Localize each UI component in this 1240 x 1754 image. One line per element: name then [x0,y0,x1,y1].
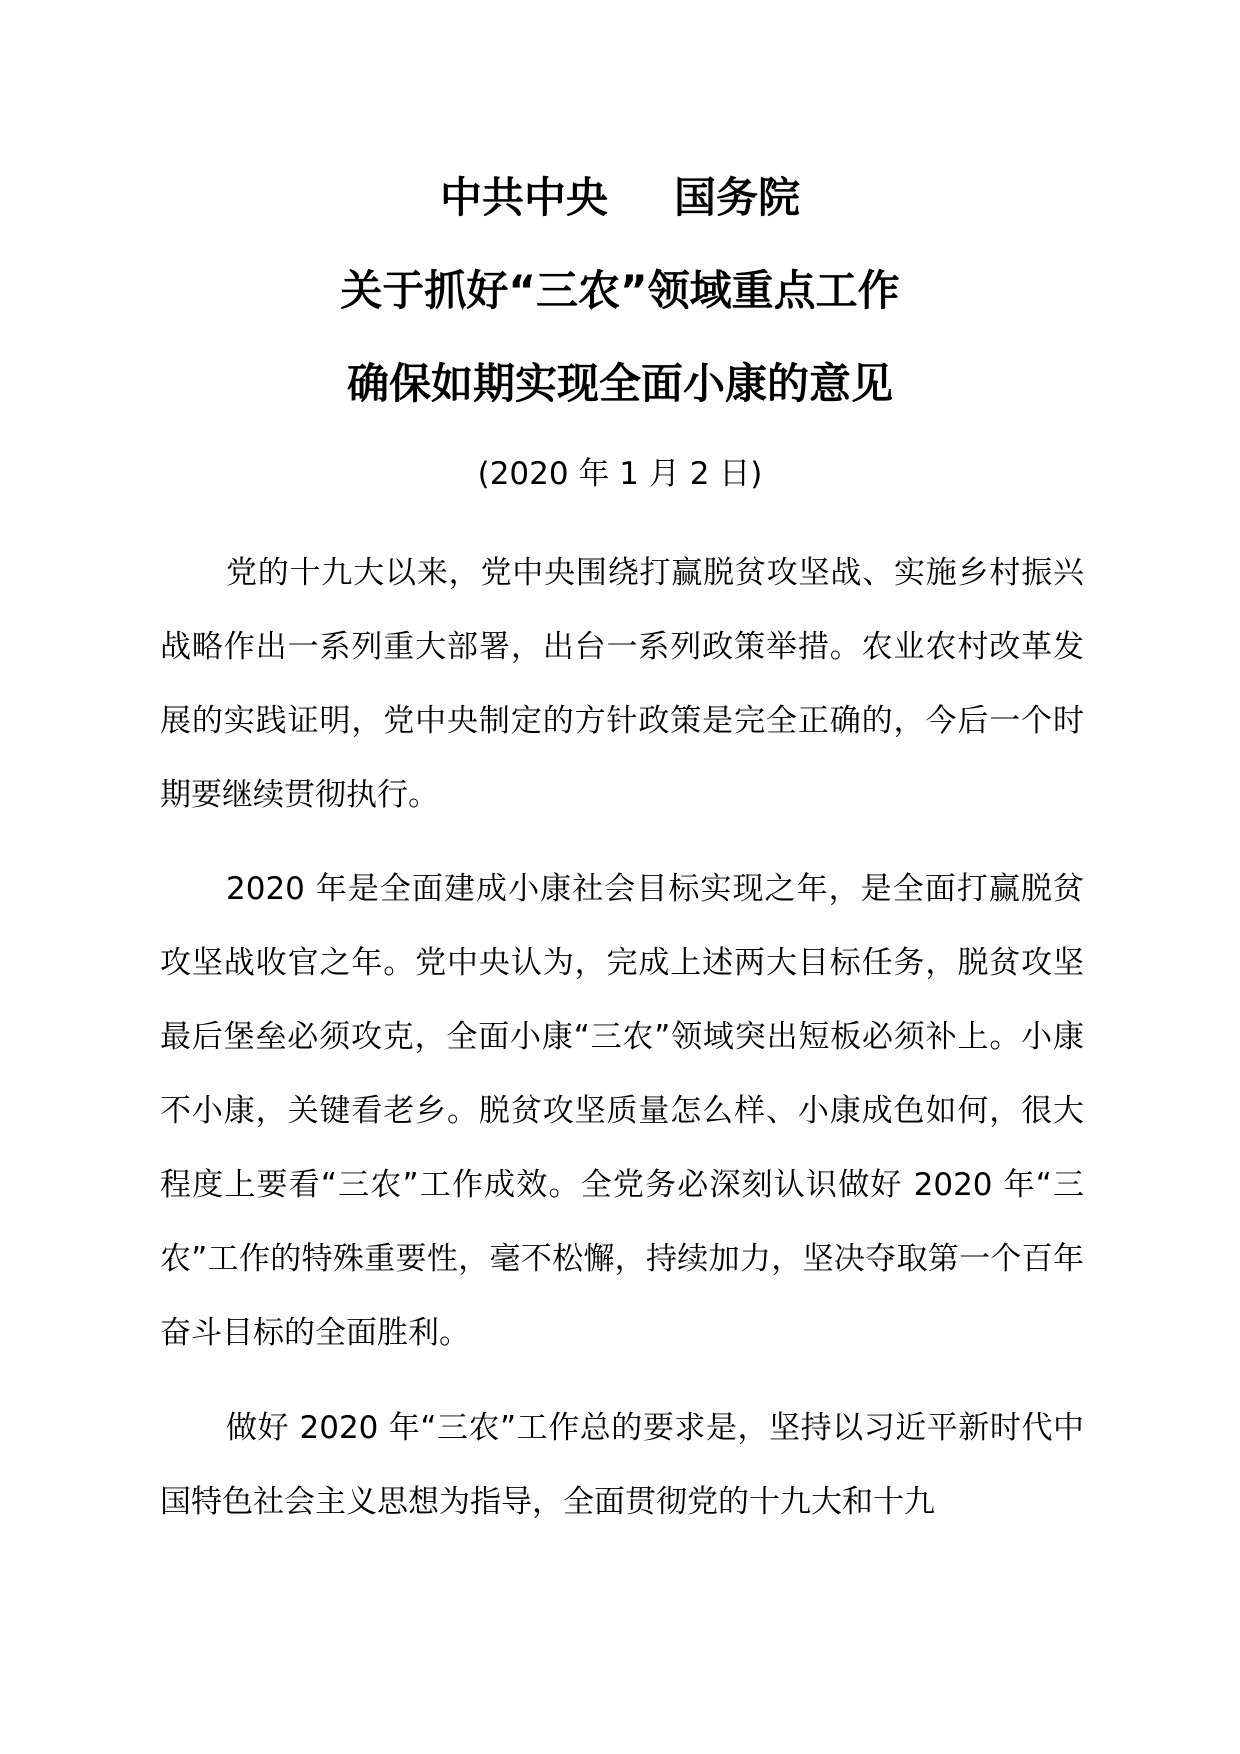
document-date: (2020 年 1 月 2 日) [477,456,763,492]
document-title-line-1 [0,170,1240,226]
body-paragraph-3: 做好 2020 年“三农”工作总的要求是，坚持以习近平新时代中国特色社会主义思想为指导，全面贯彻党的十九大和十九 [160,1410,1084,1520]
body-paragraph-2: 2020 年是全面建成小康社会目标实现之年，是全面打赢脱贫攻坚战收官之年。党中央认为，完成上述两大目标任务，脱贫攻坚最后堡垒必须攻克，全面小康“三农”领域突出短板必须补上。小康不小康，关键看老乡。脱贫攻坚质量怎么样、小康成色如何，很大程度上要看“三农”工作成效。全党务必深刻认识做好 2020 年“三农”工作的特殊重要性，毫不松懈，持续加力，坚决夺取第一个百年奋斗目标的全面胜利。 [160,871,1084,1351]
body-paragraph-1: 党的十九大以来，党中央围绕打赢脱贫攻坚战、实施乡村振兴战略作出一系列重大部署，出台一系列政策举措。农业农村改革发展的实践证明，党中央制定的方针政策是完全正确的，今后一个时期要继续贯彻执行。 [160,555,1084,813]
issuer-state-council: 国务院 [674,173,801,222]
document-title-line-3: 确保如期实现全面小康的意见 [346,359,893,408]
document-title-line-2: 关于抓好“三农”领域重点工作 [340,266,900,315]
issuer-ccp-central-committee: 中共中央 [439,173,608,222]
